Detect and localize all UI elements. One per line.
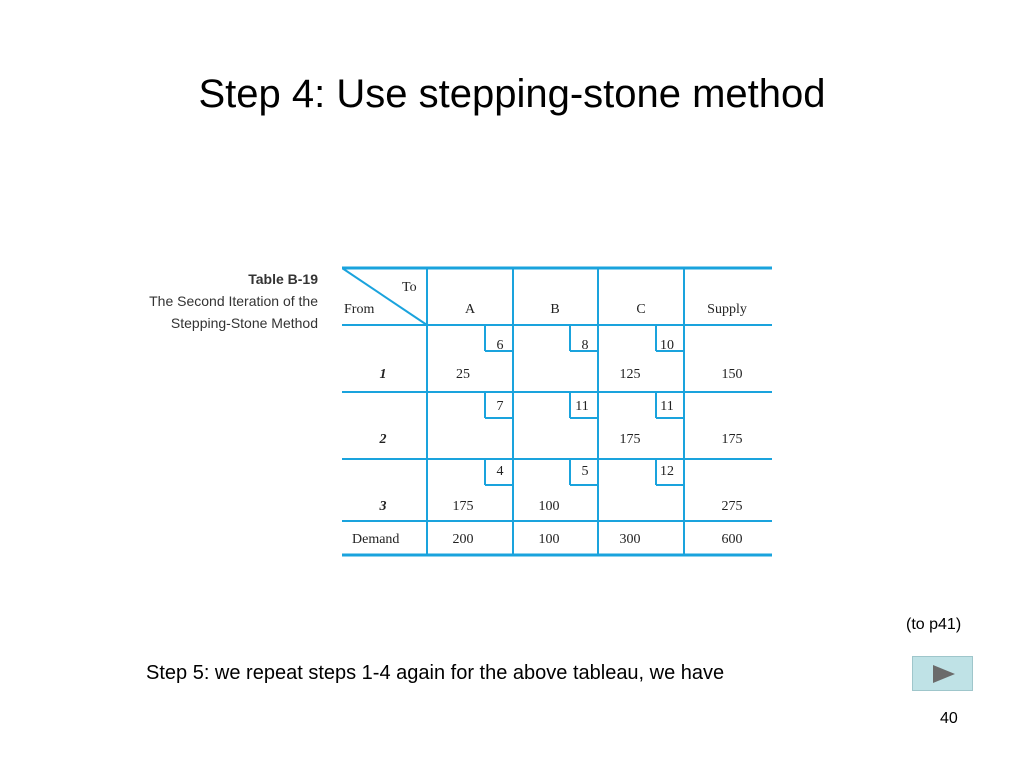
demand-label: Demand (352, 532, 400, 547)
cost-2a: 7 (496, 399, 504, 414)
alloc-3a: 175 (452, 499, 474, 514)
cost-2b: 11 (575, 399, 589, 414)
table-caption-line1: The Second Iteration of the (149, 293, 318, 309)
corner-from-label: From (344, 302, 375, 317)
col-header-a: A (464, 302, 476, 317)
cost-1c: 10 (660, 338, 674, 353)
cost-3c: 12 (660, 464, 674, 479)
step5-text: Step 5: we repeat steps 1-4 again for the above tableau, we have (146, 662, 725, 684)
supply-1: 150 (721, 367, 743, 382)
to-p41-link[interactable]: (to p41) (906, 616, 962, 633)
col-header-b: B (550, 302, 560, 317)
col-header-c: C (636, 302, 646, 317)
row-label-2: 2 (379, 432, 387, 447)
col-header-supply: Supply (707, 302, 747, 317)
play-arrow-icon (933, 665, 955, 683)
corner-to-label: To (402, 280, 417, 295)
total-supply-demand: 600 (721, 532, 743, 547)
cost-3a: 4 (496, 464, 504, 479)
supply-2: 175 (721, 432, 743, 447)
demand-b: 100 (538, 532, 560, 547)
cost-1b: 8 (581, 338, 589, 353)
cost-3b: 5 (581, 464, 589, 479)
alloc-1a: 25 (456, 367, 470, 382)
transportation-tableau (342, 266, 772, 558)
table-caption (140, 268, 318, 334)
next-slide-button[interactable] (912, 656, 973, 691)
demand-c: 300 (619, 532, 641, 547)
cost-2c: 11 (660, 399, 674, 414)
page-number: 40 (940, 710, 958, 727)
tableau-svg (342, 266, 772, 558)
row-label-1: 1 (379, 367, 387, 382)
slide-title: Step 4: Use stepping-stone method (198, 72, 826, 116)
table-number: Table B-19 (248, 271, 318, 287)
alloc-3b: 100 (538, 499, 560, 514)
demand-a: 200 (452, 532, 474, 547)
table-caption-line2: Stepping-Stone Method (170, 315, 318, 331)
alloc-2c: 175 (619, 432, 641, 447)
row-label-3: 3 (379, 499, 387, 514)
cost-1a: 6 (496, 338, 504, 353)
supply-3: 275 (721, 499, 743, 514)
alloc-1c: 125 (619, 367, 641, 382)
